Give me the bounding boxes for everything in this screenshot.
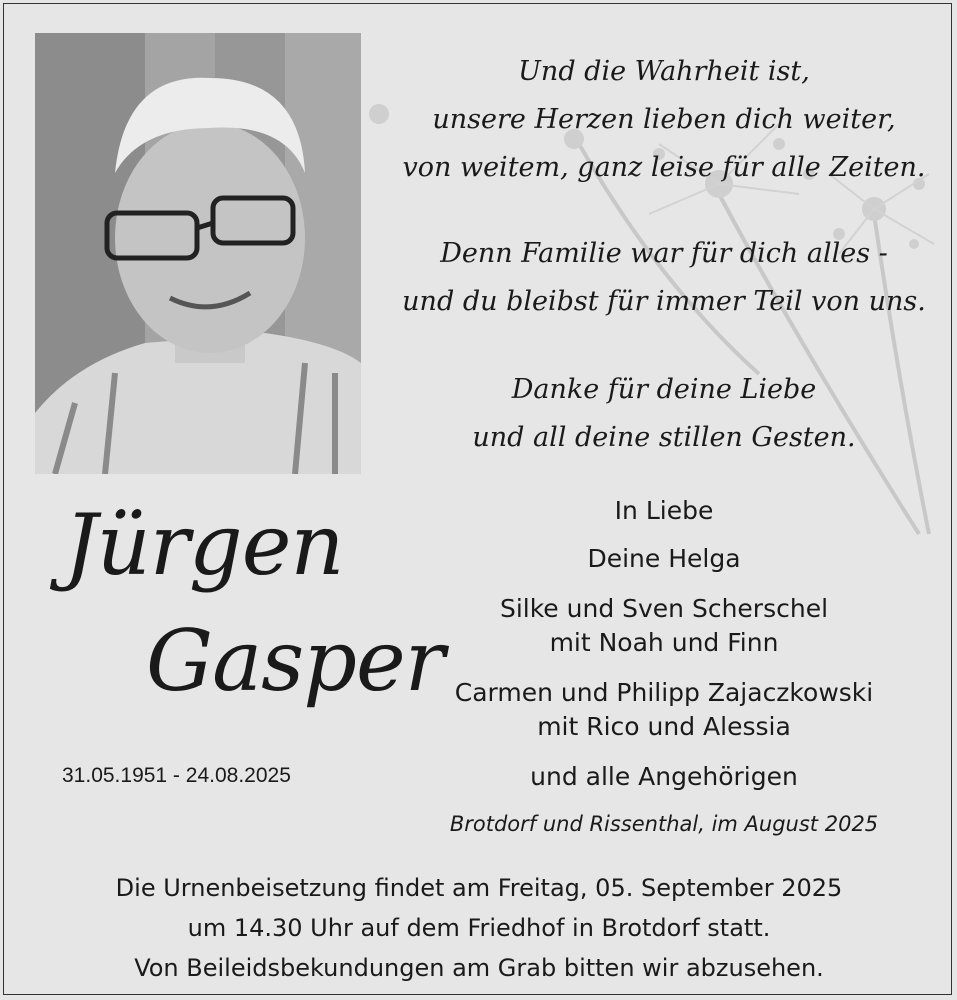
poem-line: unsere Herzen lieben dich weiter,	[432, 104, 896, 135]
poem-line: Und die Wahrheit ist,	[518, 56, 810, 87]
family-line	[374, 494, 952, 528]
portrait-photo	[35, 33, 361, 474]
family-text: Silke und Sven Scherschel	[499, 594, 829, 623]
info-line: Von Beileidsbekundungen am Grab bitten wir abzusehen.	[134, 954, 824, 982]
last-name: Gasper	[146, 612, 444, 710]
obituary-notice	[3, 3, 952, 995]
poem-line: Danke für deine Liebe	[511, 374, 817, 405]
place-date: Brotdorf und Rissenthal, im August 2025	[449, 812, 879, 836]
poem-stanza-1	[384, 48, 944, 192]
family-line	[374, 710, 952, 744]
family-text: mit Rico und Alessia	[537, 712, 791, 741]
poem-stanza-2	[384, 230, 944, 326]
funeral-info	[24, 868, 934, 988]
poem-line: und all deine stillen Gesten.	[472, 422, 856, 453]
info-line: Die Urnenbeisetzung findet am Freitag, 05. September 2025	[115, 874, 843, 902]
family-line	[374, 760, 952, 794]
family-text: mit Noah und Finn	[549, 628, 779, 657]
poem-line: und du bleibst für immer Teil von uns.	[402, 286, 926, 317]
family-text: Carmen und Philipp Zajaczkowski	[454, 678, 874, 707]
family-line	[374, 626, 952, 660]
family-text: und alle Angehörigen	[530, 762, 798, 791]
family-line	[374, 542, 952, 576]
poem-line: Denn Familie war für dich alles -	[440, 238, 888, 269]
poem-stanza-3	[384, 366, 944, 462]
family-line	[374, 592, 952, 626]
family-line	[374, 676, 952, 710]
info-line: um 14.30 Uhr auf dem Friedhof in Brotdorf statt.	[187, 914, 771, 942]
family-text: Deine Helga	[587, 544, 741, 573]
family-text: In Liebe	[614, 496, 714, 525]
life-dates: 31.05.1951 - 24.08.2025	[62, 764, 291, 787]
first-name: Jürgen	[64, 496, 344, 594]
poem-line: von weitem, ganz leise für alle Zeiten.	[402, 152, 926, 183]
